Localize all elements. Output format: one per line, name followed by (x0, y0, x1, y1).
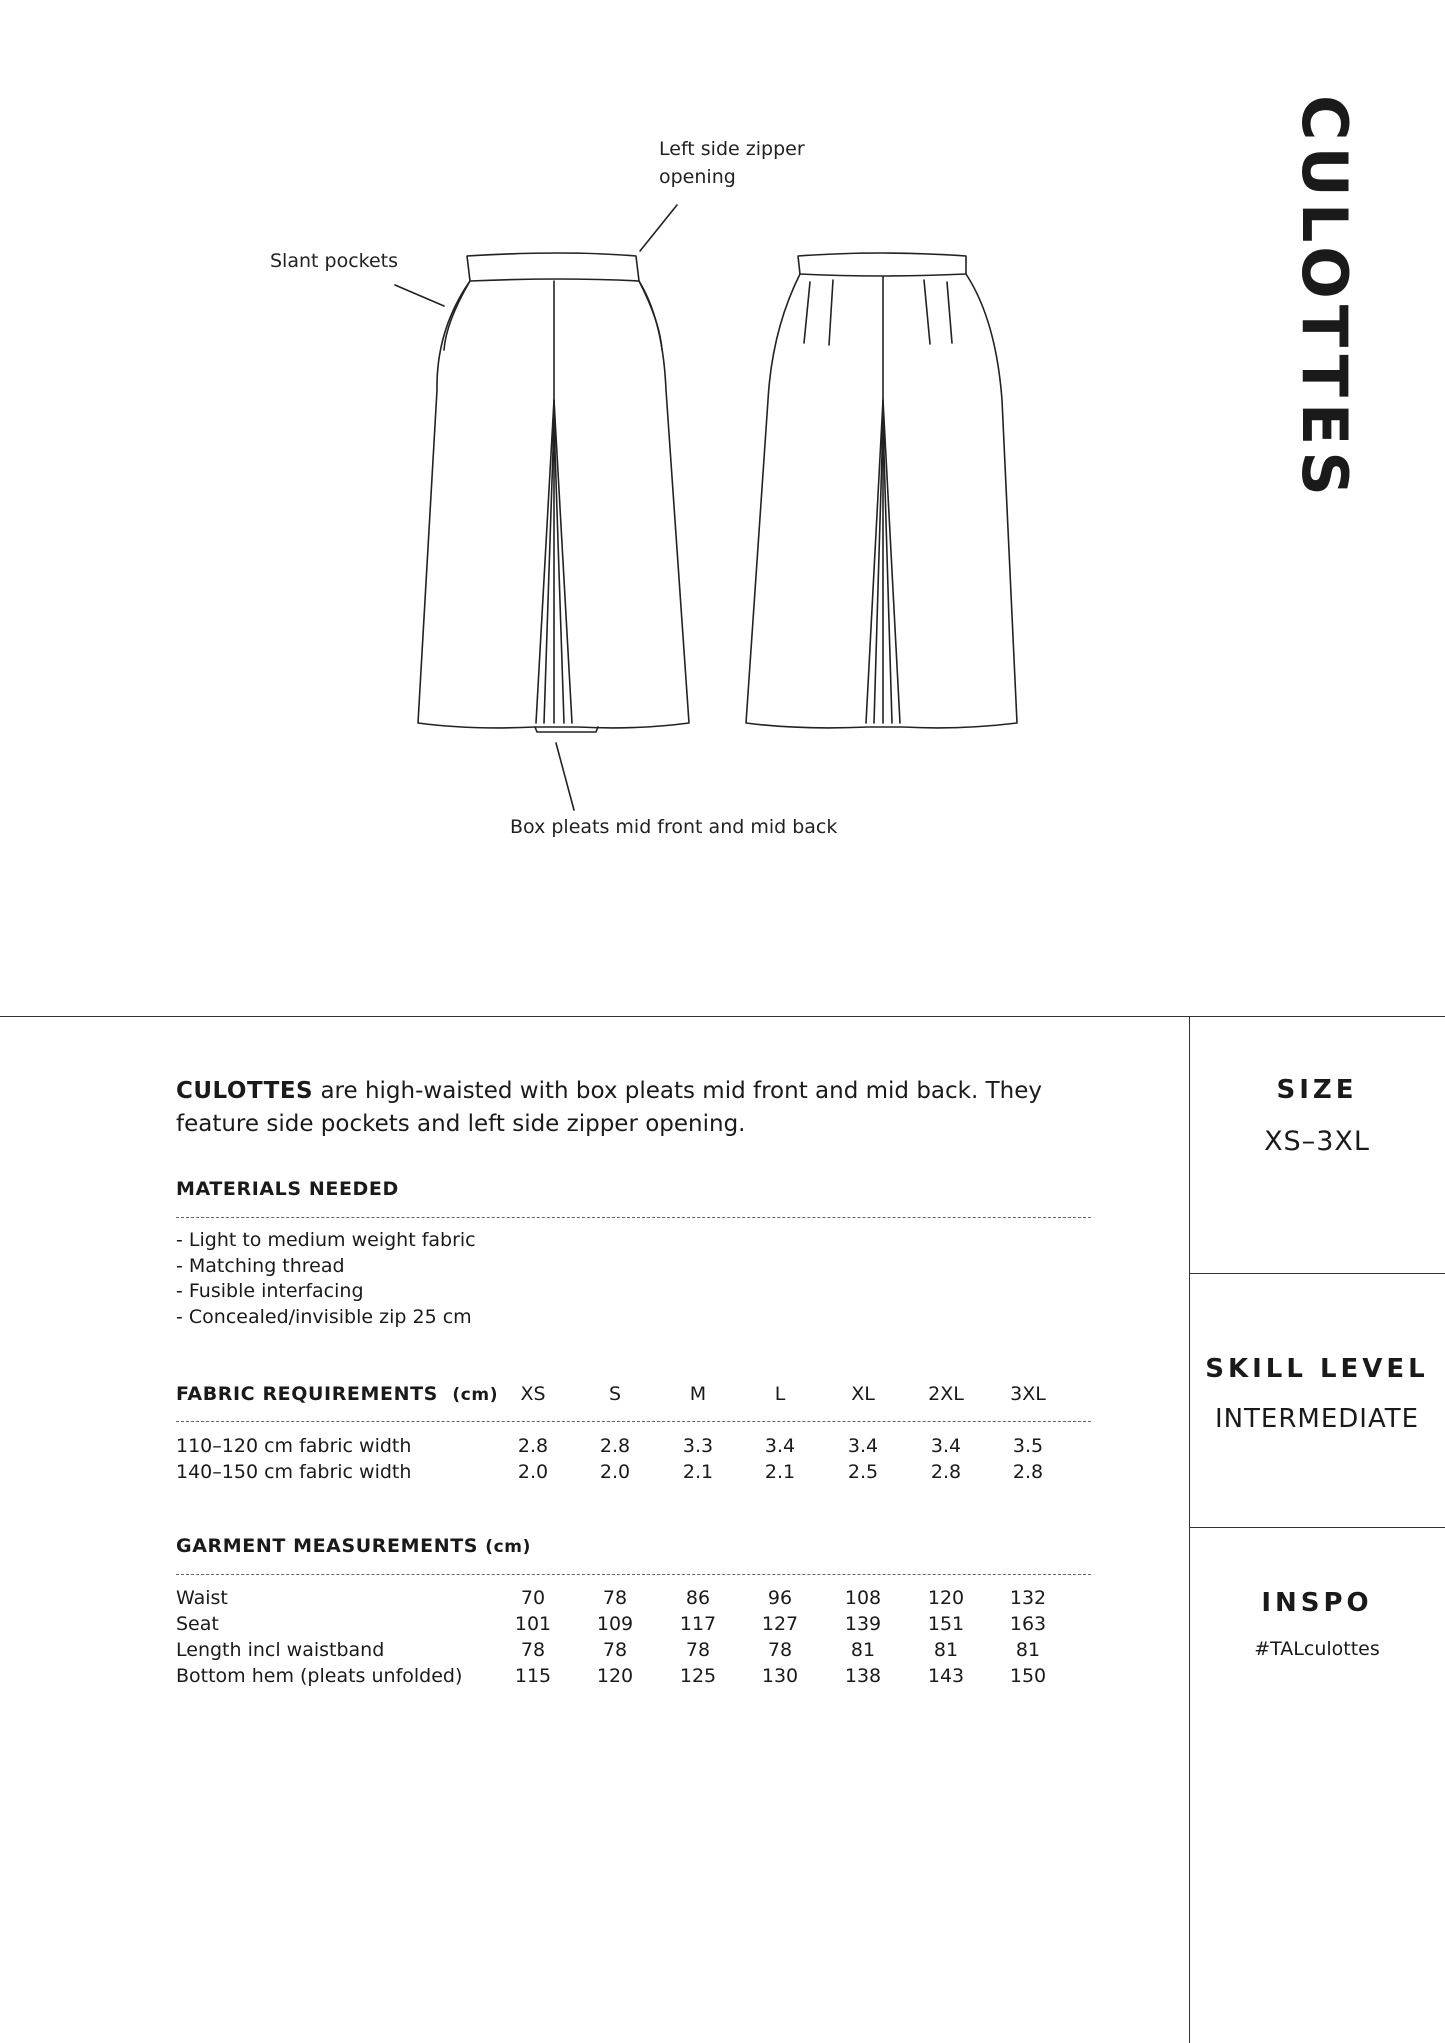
front-pleat-right (554, 400, 572, 723)
size-value: XS–3XL (1264, 1126, 1370, 1157)
fabric-heading: FABRIC REQUIREMENTS (cm) (176, 1383, 499, 1405)
inspo-heading: INSPO (1261, 1588, 1373, 1618)
front-pocket-right (639, 281, 662, 350)
size-heading: SIZE (1276, 1075, 1358, 1105)
sidebar-divider (1189, 1016, 1190, 2043)
fabric-divider (176, 1421, 1091, 1422)
garment-heading: GARMENT MEASUREMENTS (cm) (176, 1535, 531, 1557)
size-col-xl: XL (851, 1383, 875, 1405)
front-view (418, 253, 689, 732)
skill-heading: SKILL LEVEL (1205, 1354, 1429, 1384)
pattern-title: CULOTTES (1288, 95, 1361, 502)
back-dart-left (804, 280, 833, 345)
zipper-callout: Left side zipper opening (659, 138, 805, 188)
inspo-hashtag: #TALculottes (1254, 1638, 1380, 1660)
pleats-callout: Box pleats mid front and mid back (510, 816, 838, 838)
intro-text: are high-waisted with box pleats mid front and mid back. They feature side pockets and left side zipper opening. (176, 1078, 1042, 1137)
back-view (746, 253, 1017, 728)
sidebar-divider-2 (1189, 1527, 1445, 1528)
sidebar-divider-1 (1189, 1273, 1445, 1274)
size-col-xs: XS (520, 1383, 546, 1405)
back-outline (746, 274, 1017, 728)
list-item: - Matching thread (176, 1254, 345, 1277)
intro-paragraph (176, 1075, 1116, 1141)
size-col-s: S (608, 1383, 622, 1405)
zipper-leader (640, 205, 677, 251)
materials-list (176, 1228, 476, 1330)
fabric-header-row (176, 1381, 1091, 1407)
front-pleat-left (536, 400, 554, 723)
size-col-l: L (774, 1383, 786, 1405)
back-dart-right (924, 280, 952, 344)
section-divider (0, 1016, 1445, 1017)
table-row: Waist 70 78 86 96 108 120 132 (176, 1587, 1047, 1609)
table-row: 140–150 cm fabric width 2.0 2.0 2.1 2.1 2.5 2.8 2.8 (176, 1461, 1044, 1483)
garment-divider (176, 1574, 1091, 1575)
back-waistband (798, 253, 966, 276)
list-item: - Fusible interfacing (176, 1280, 364, 1302)
front-pocket-left (444, 281, 470, 350)
table-row: Bottom hem (pleats unfolded) 115 120 125 130 138 143 150 (176, 1665, 1047, 1687)
list-item: - Light to medium weight fabric (176, 1229, 476, 1251)
size-col-2xl: 2XL (928, 1383, 964, 1405)
table-row: Seat 101 109 117 127 139 151 163 (176, 1613, 1047, 1635)
table-row: Length incl waistband 78 78 78 78 81 81 81 (176, 1639, 1041, 1661)
pockets-leader (395, 285, 444, 306)
materials-heading: MATERIALS NEEDED (176, 1178, 399, 1200)
table-row: 110–120 cm fabric width 2.8 2.8 3.3 3.4 3.4 3.4 3.5 (176, 1435, 1044, 1457)
pockets-callout: Slant pockets (270, 250, 399, 272)
skill-value: INTERMEDIATE (1214, 1404, 1420, 1434)
list-item: - Concealed/invisible zip 25 cm (176, 1305, 472, 1328)
materials-divider (176, 1217, 1091, 1218)
pleats-leader (556, 743, 574, 810)
size-col-3xl: 3XL (1010, 1383, 1046, 1405)
back-pleat-right (883, 400, 900, 723)
size-col-m: M (689, 1383, 707, 1405)
intro-name: CULOTTES (176, 1078, 314, 1104)
front-waistband (467, 253, 639, 281)
back-pleat-left (866, 400, 883, 723)
